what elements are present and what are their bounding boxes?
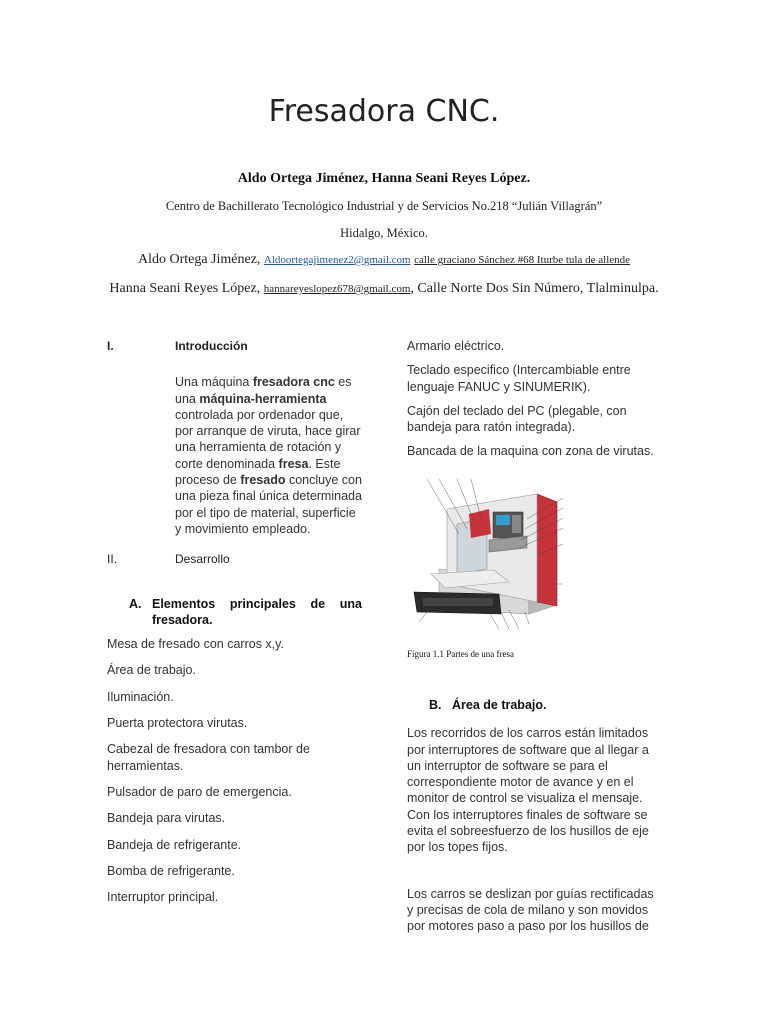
list-item: Puerta protectora virutas. [107,716,248,731]
list-item: Cajón del teclado del PC (plegable, con bandeja para ratón integrada). [407,403,627,435]
intro-text-2: es una [175,375,352,406]
subsection-a-title: Elementos principales de una fresadora. [152,596,362,627]
author2-line [0,281,768,297]
list-item: Área de trabajo. [107,663,196,678]
document-title: Fresadora CNC. [268,94,500,129]
list-item: Teclado especifico (Intercambiable entre lenguaje FANUC y SINUMERIK). [407,363,631,394]
section-2-heading [107,551,363,567]
list-item: Bomba de refrigerante. [107,863,235,878]
list-item: Interruptor principal. [107,890,219,905]
right-column [407,338,657,460]
authors-line: Aldo Ortega Jiménez, Hanna Seani Reyes López. [237,171,531,186]
milling-machine-figure [409,474,569,634]
author2-address: , Calle Norte Dos Sin Número, Tlalminulpa. [410,281,659,296]
intro-text-3: controlada por ordenador que, por arranque de viruta, hace girar una herramienta de rotación y corte denominada [175,407,361,471]
subsection-a-letter: A. [129,596,142,611]
figure-caption: Figura 1.1 Partes de una fresa [407,649,514,659]
list-item: Bancada de la maquina con zona de virutas. [407,444,654,459]
work-area-paragraph-2: Los carros se deslizan por guías rectificadas y precisas de cola de milano y son movidos por motores paso a paso por los husillos de [407,886,654,934]
subsection-b-title: Área de trabajo. [452,698,547,712]
intro-bold-1: fresadora cnc [252,375,335,390]
intro-text-1: Una máquina [175,375,253,390]
intro-text-4: . Este proceso de [175,456,341,488]
author1-address: calle graciano Sánchez #68 Iturbe tula de allende [414,254,631,266]
left-column [107,338,363,905]
section-2-number: II. [107,552,118,567]
location-line: Hidalgo, México. [340,226,428,240]
list-item: Pulsador de paro de emergencia. [107,784,292,799]
right-column-lower [407,697,657,935]
section-2-title: Desarrollo [175,552,230,567]
author2-email: hannareyeslopez678@gmail.com [263,283,411,295]
author1-line [0,252,768,268]
subsection-b-letter: B. [429,698,442,712]
list-item: Armario eléctrico. [407,339,505,353]
elements-list [107,636,363,905]
list-item: Cabezal de fresadora con tambor de herramientas. [107,742,310,773]
subsection-a-heading [129,596,363,629]
intro-bold-4: fresado [240,473,286,488]
intro-paragraph [175,374,363,537]
intro-bold-2: máquina-herramienta [199,391,327,406]
author1-name: Aldo Ortega Jiménez, [137,252,261,267]
list-item: Bandeja de refrigerante. [107,837,242,852]
work-area-paragraph-1: Los recorridos de los carros están limitados por interruptores de software que al llegar a un interruptor de software se para el correspondiente motor de avance y en el monitor de control se visualiza el mensaje. Con los interruptores finales de software se evita el sobreesfuerzo de los husillos de eje por los topes fijos. [407,726,649,855]
list-item: Mesa de fresado con carros x,y. [107,637,284,652]
institution-line: Centro de Bachillerato Tecnológico Industrial y de Servicios No.218 “Julián Villagrán” [165,199,603,213]
intro-text-5: concluye con una pieza final única determinada por el tipo de material, superficie y movimiento empleado. [175,473,362,536]
cnc-machine-illustration [409,474,569,634]
list-item: Bandeja para virutas. [107,811,226,826]
list-item: Iluminación. [107,689,174,704]
intro-bold-3: fresa [278,456,309,471]
subsection-b-heading [429,697,657,713]
section-1-heading [107,338,363,354]
section-1-title: Introducción [175,339,248,353]
author2-name: Hanna Seani Reyes López, [109,281,261,296]
author1-email-link[interactable]: Aldoortegajimenez2@gmail.com [263,254,411,266]
section-1-number: I. [107,339,114,353]
